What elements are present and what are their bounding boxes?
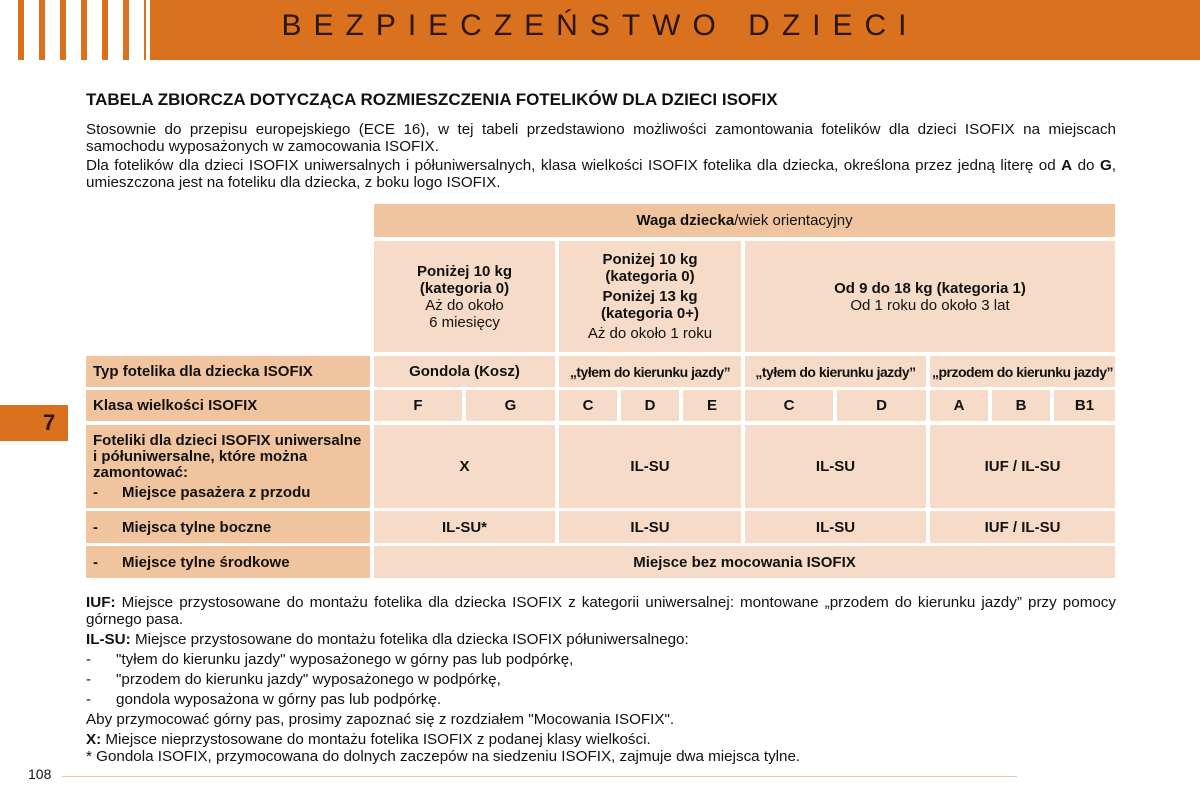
dash: - xyxy=(86,691,92,708)
type-value: Gondola (Kosz) xyxy=(409,363,520,380)
front-cell xyxy=(930,425,1115,508)
intro-paragraph-1: Stosownie do przepisu europejskiego (ECE 16), w tej tabeli przedstawiono możliwości zamontowania fotelików dla dzieci ISOFIX na miejscach samochodu wyposażonych w zamocowania ISOFIX. xyxy=(86,121,1116,155)
type-value: „tyłem do kierunku jazdy” xyxy=(755,363,916,380)
class-value: A xyxy=(953,397,965,414)
group-header-1 xyxy=(374,241,555,352)
class-cell xyxy=(621,390,679,421)
class-cell xyxy=(992,390,1050,421)
front-cell xyxy=(559,425,741,508)
dash: - xyxy=(93,518,98,536)
front-cell xyxy=(374,425,555,508)
note-bullet xyxy=(86,651,1116,668)
class-cell xyxy=(374,390,462,421)
notes-section xyxy=(86,594,1116,768)
letter-g: G xyxy=(1099,157,1112,174)
rear-side-value: IL-SU* xyxy=(442,518,487,536)
note-bullet xyxy=(86,691,1116,708)
class-cell xyxy=(837,390,926,421)
row-front-label xyxy=(86,425,370,508)
dash: - xyxy=(86,671,92,688)
rear-center-cell xyxy=(374,546,1115,578)
type-value: „przodem do kierunku jazdy” xyxy=(932,363,1113,380)
group2-line: (kategoria 0) xyxy=(605,268,695,285)
rear-side-value: IL-SU xyxy=(630,518,670,536)
group2-line: (kategoria 0+) xyxy=(601,305,699,322)
weight-header-rest: /wiek orientacyjny xyxy=(734,212,853,229)
note-x xyxy=(86,731,1116,748)
group-header-2 xyxy=(559,241,741,352)
type-value: „tyłem do kierunku jazdy” xyxy=(569,363,731,380)
class-value: D xyxy=(644,397,656,414)
group-header-3 xyxy=(745,241,1115,352)
rear-side-cell xyxy=(374,511,555,543)
front-value: IL-SU xyxy=(630,458,670,475)
row-rear-side-label xyxy=(86,511,370,543)
group3-line: Od 1 roku do około 3 lat xyxy=(850,296,1010,314)
chapter-number: 7 xyxy=(43,410,56,435)
weight-header xyxy=(374,204,1115,237)
class-value: F xyxy=(413,397,423,414)
front-value: IUF / IL-SU xyxy=(984,458,1061,475)
dash: - xyxy=(93,483,98,501)
note-text: Miejsce nieprzystosowane do montażu fotelika ISOFIX z podanej klasy wielkości. xyxy=(101,731,651,748)
intro-text: do xyxy=(1072,157,1100,174)
class-cell xyxy=(466,390,555,421)
class-cell xyxy=(745,390,833,421)
row-label: Klasa wielkości ISOFIX xyxy=(93,397,258,414)
rear-side-cell xyxy=(930,511,1115,543)
note-key: IL-SU: xyxy=(86,631,131,648)
row-class-label xyxy=(86,390,370,421)
row-label: Miejsce pasażera z przodu xyxy=(122,483,311,501)
group1-line: 6 miesięcy xyxy=(429,313,500,331)
type-cell xyxy=(930,356,1115,387)
bullet-text: "tyłem do kierunku jazdy" wyposażonego w górny pas lub podpórkę, xyxy=(116,651,574,668)
note-footnote: * Gondola ISOFIX, przymocowana do dolnych zaczepów na siedzeniu ISOFIX, zajmuje dwa miejsca tylne. xyxy=(86,748,801,765)
class-value: G xyxy=(504,397,517,414)
rear-side-cell xyxy=(559,511,741,543)
rear-center-value: Miejsce bez mocowania ISOFIX xyxy=(633,553,856,571)
row-rear-center-label xyxy=(86,546,370,578)
group1-line: Aż do około xyxy=(425,296,504,314)
dash: - xyxy=(93,553,98,571)
bullet-text: "przodem do kierunku jazdy" wyposażonego w podpórkę, xyxy=(116,671,501,688)
group2-line: Poniżej 13 kg xyxy=(602,288,698,305)
row-label: Foteliki dla dzieci ISOFIX uniwersalne i półuniwersalne, które można zamontować: xyxy=(93,431,362,481)
chapter-tab xyxy=(0,405,68,441)
rear-side-value: IL-SU xyxy=(815,518,856,536)
front-value: X xyxy=(459,458,470,475)
note-text: Miejsce przystosowane do montażu fotelika dla dziecka ISOFIX półuniwersalnego: xyxy=(130,631,689,648)
letter-a: A xyxy=(1061,157,1073,174)
group3-line: Od 9 do 18 kg (kategoria 1) xyxy=(834,279,1026,297)
row-type-label xyxy=(86,356,370,387)
class-value: E xyxy=(706,397,717,414)
row-label: Typ fotelika dla dziecka ISOFIX xyxy=(93,363,313,380)
intro-text: , umieszczona jest na foteliku dla dziecka, z boku logo ISOFIX. xyxy=(86,157,1116,191)
class-cell xyxy=(1054,390,1115,421)
type-cell xyxy=(559,356,741,387)
header-stripes xyxy=(18,0,146,60)
group1-line: Poniżej 10 kg xyxy=(416,262,513,280)
class-value: C xyxy=(582,397,594,414)
bullet-text: gondola wyposażona w górny pas lub podpórkę. xyxy=(116,691,442,708)
intro-paragraph-2 xyxy=(86,158,1116,191)
note-key: IUF: xyxy=(86,594,116,611)
type-cell xyxy=(745,356,926,387)
note-key: X: xyxy=(86,731,102,748)
row-sub-label xyxy=(93,485,310,501)
note-iuf xyxy=(86,594,1116,628)
header-bar xyxy=(0,0,1200,60)
footer-divider xyxy=(62,776,1017,777)
class-value: B1 xyxy=(1074,397,1095,414)
class-cell xyxy=(930,390,988,421)
dash: - xyxy=(86,651,92,668)
note-text: Miejsce przystosowane do montażu fotelika dla dziecka ISOFIX z kategorii uniwersalnej: montowane „przodem do kierunku jazdy” przy pomocy górnego pasa. xyxy=(86,594,1116,628)
rear-side-cell xyxy=(745,511,926,543)
note-ilsu xyxy=(86,631,1116,648)
class-cell xyxy=(559,390,617,421)
front-value: IL-SU xyxy=(815,458,856,475)
note-bullet xyxy=(86,671,1116,688)
class-cell xyxy=(683,390,741,421)
group2-line: Poniżej 10 kg xyxy=(602,251,698,268)
class-value: B xyxy=(1015,397,1027,414)
page-number: 108 xyxy=(28,766,52,782)
note-reference: Aby przymocować górny pas, prosimy zapoznać się z rozdziałem "Mocowania ISOFIX". xyxy=(86,711,675,728)
rear-side-value: IUF / IL-SU xyxy=(984,518,1061,536)
intro-text: Dla fotelików dla dzieci ISOFIX uniwersalnych i półuniwersalnych, klasa wielkości ISOFIX fotelika dla dziecka, określona przez jedną literę od xyxy=(86,157,1062,174)
class-value: D xyxy=(876,397,887,414)
group2-line: Aż do około 1 roku xyxy=(587,325,713,342)
row-label: Miejsce tylne środkowe xyxy=(122,553,290,571)
intro-section xyxy=(86,90,1116,194)
row-label: Miejsca tylne boczne xyxy=(122,518,272,536)
type-cell xyxy=(374,356,555,387)
front-cell xyxy=(745,425,926,508)
section-title: TABELA ZBIORCZA DOTYCZĄCA ROZMIESZCZENIA FOTELIKÓW DLA DZIECI ISOFIX xyxy=(86,90,778,109)
group1-line: (kategoria 0) xyxy=(419,279,510,297)
class-value: C xyxy=(783,397,795,414)
weight-header-bold: Waga dziecka xyxy=(636,212,735,229)
page-title: BEZPIECZEŃSTWO DZIECI xyxy=(281,9,919,42)
